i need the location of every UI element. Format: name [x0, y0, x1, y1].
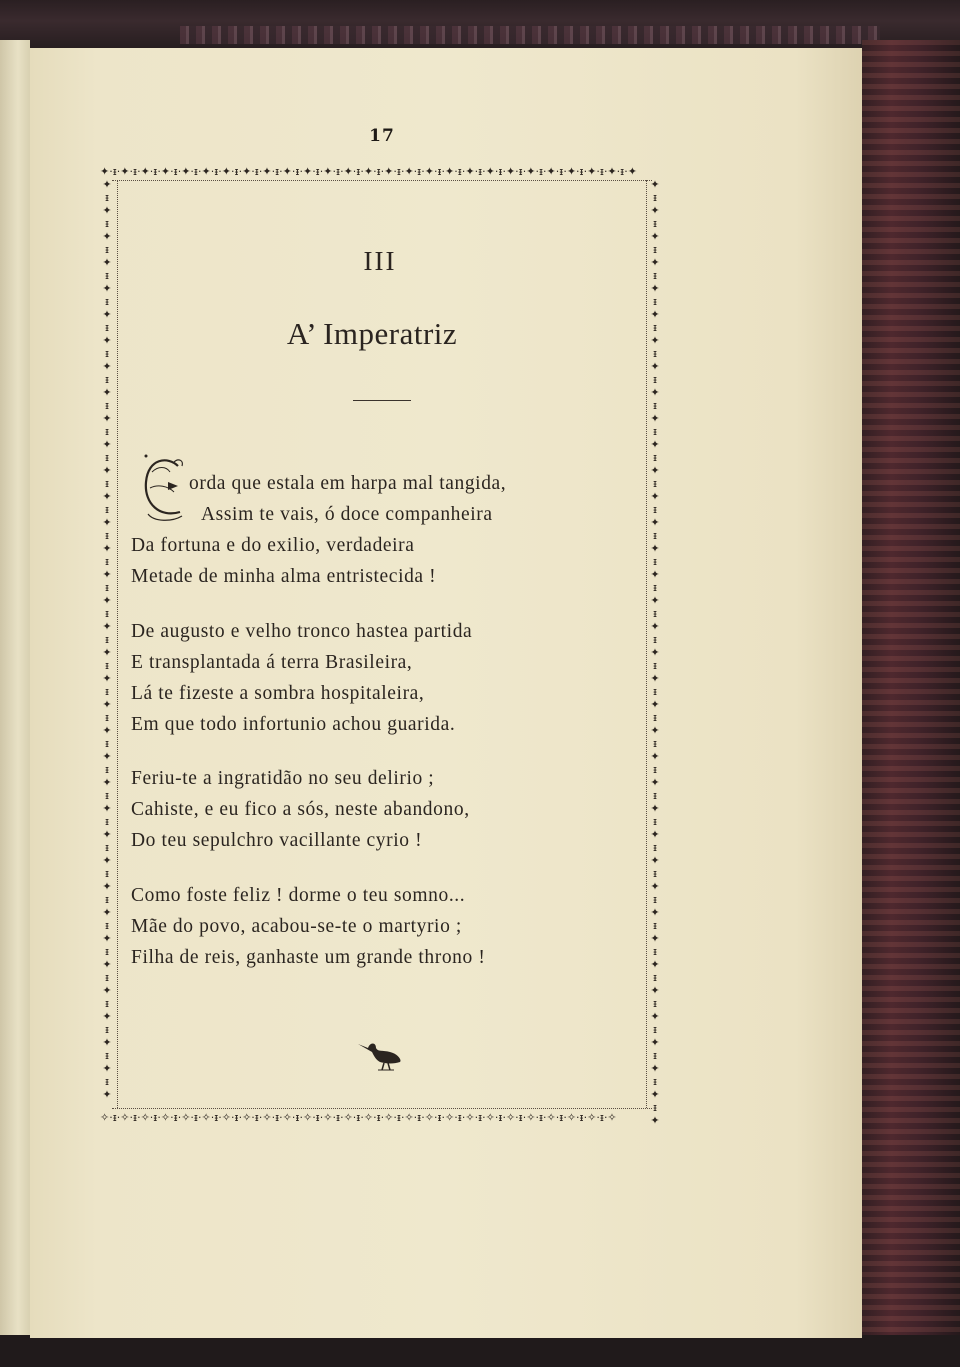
- floral-border-icon: ✦ ᵻ ✦ ᵻ ✦ ᵻ ✦ ᵻ ✦ ᵻ ✦ ᵻ ✦ ᵻ ✦ ᵻ ✦ ᵻ ✦ ᵻ ✦ ᵻ ✦ ᵻ ✦ ᵻ ✦ ᵻ ✦ ᵻ ✦ ᵻ ✦ ᵻ ✦ ᵻ ✦ ᵻ ✦ ᵻ ✦ ᵻ ✦ ᵻ ✦ ᵻ ✦ ᵻ ✦ ᵻ ✦ ᵻ ✦ ᵻ ✦ ᵻ ✦ ᵻ ✦ ᵻ ✦ ᵻ ✦ ᵻ ✦ ᵻ ✦ ᵻ ✦ ᵻ ✦: [102, 178, 112, 1101]
- stanza: [131, 468, 506, 592]
- poem-line: Em que todo infortunio achou guarida.: [131, 714, 456, 735]
- floral-border-icon: ✦·ᵻ·✦·ᵻ·✦·ᵻ·✦·ᵻ·✦·ᵻ·✦·ᵻ·✦·ᵻ·✦·ᵻ·✦·ᵻ·✦·ᵻ·✦·ᵻ·✦·ᵻ·✦·ᵻ·✦·ᵻ·✦·ᵻ·✦·ᵻ·✦·ᵻ·✦·ᵻ·✦·ᵻ·✦·ᵻ·✦·ᵻ·✦·ᵻ·✦·ᵻ·✦·ᵻ·✦·ᵻ·✦·ᵻ·✦: [100, 165, 637, 178]
- poem-line: E transplantada á terra Brasileira,: [131, 652, 413, 673]
- poem-line: Mãe do povo, acabou-se-te o martyrio ;: [131, 916, 462, 937]
- poem-line: orda que estala em harpa mal tangida,: [189, 473, 507, 494]
- poem-line: Lá te fizeste a sombra hospitaleira,: [131, 683, 425, 704]
- book-cover-edge: [862, 40, 960, 1340]
- page-number: 17: [369, 126, 395, 146]
- heron-bird-icon: [356, 1036, 404, 1072]
- poem-title: A’ Imperatriz: [286, 316, 458, 351]
- book-cover-top: [0, 0, 960, 52]
- stanza: [131, 880, 485, 973]
- section-numeral: III: [363, 246, 397, 276]
- title-divider: [353, 400, 411, 401]
- poem-line: De augusto e velho tronco hastea partida: [131, 621, 473, 642]
- poem-line: Da fortuna e do exilio, verdadeira: [131, 535, 415, 556]
- border-rule: [112, 180, 652, 181]
- border-rule: [112, 1108, 652, 1109]
- poem-line: Feriu-te a ingratidão no seu delirio ;: [131, 768, 435, 789]
- facing-page-edge: [0, 40, 30, 1340]
- stanza: [131, 763, 470, 856]
- book-cover-bottom: [0, 1335, 960, 1367]
- floral-border-icon: ✦ ᵻ ✦ ᵻ ✦ ᵻ ✦ ᵻ ✦ ᵻ ✦ ᵻ ✦ ᵻ ✦ ᵻ ✦ ᵻ ✦ ᵻ ✦ ᵻ ✦ ᵻ ✦ ᵻ ✦ ᵻ ✦ ᵻ ✦ ᵻ ✦ ᵻ ✦ ᵻ ✦ ᵻ ✦ ᵻ ✦ ᵻ ✦ ᵻ ✦ ᵻ ✦ ᵻ ✦ ᵻ ✦ ᵻ ✦ ᵻ ✦ ᵻ ✦ ᵻ ✦ ᵻ ✦ ᵻ ✦ ᵻ ✦ ᵻ ✦ ᵻ ✦ ᵻ ✦ ᵻ ✦: [650, 178, 660, 1127]
- stanza: [131, 616, 472, 740]
- poem-line: Como foste feliz ! dorme o teu somno...: [131, 885, 466, 906]
- poem-line: Do teu sepulchro vacillante cyrio !: [131, 830, 423, 851]
- poem-line: Cahiste, e eu fico a sós, neste abandono,: [131, 799, 470, 820]
- border-rule: [117, 180, 118, 1108]
- border-rule: [646, 180, 647, 1108]
- floral-border-icon: ✧·ᵻ·✧·ᵻ·✧·ᵻ·✧·ᵻ·✧·ᵻ·✧·ᵻ·✧·ᵻ·✧·ᵻ·✧·ᵻ·✧·ᵻ·✧·ᵻ·✧·ᵻ·✧·ᵻ·✧·ᵻ·✧·ᵻ·✧·ᵻ·✧·ᵻ·✧·ᵻ·✧·ᵻ·✧·ᵻ·✧·ᵻ·✧·ᵻ·✧·ᵻ·✧·ᵻ·✧·ᵻ·✧: [100, 1111, 617, 1124]
- poem-line: Filha de reis, ganhaste um grande throno !: [131, 947, 486, 968]
- poem-line: Metade de minha alma entristecida !: [131, 566, 437, 587]
- poem-line: Assim te vais, ó doce companheira: [201, 504, 493, 525]
